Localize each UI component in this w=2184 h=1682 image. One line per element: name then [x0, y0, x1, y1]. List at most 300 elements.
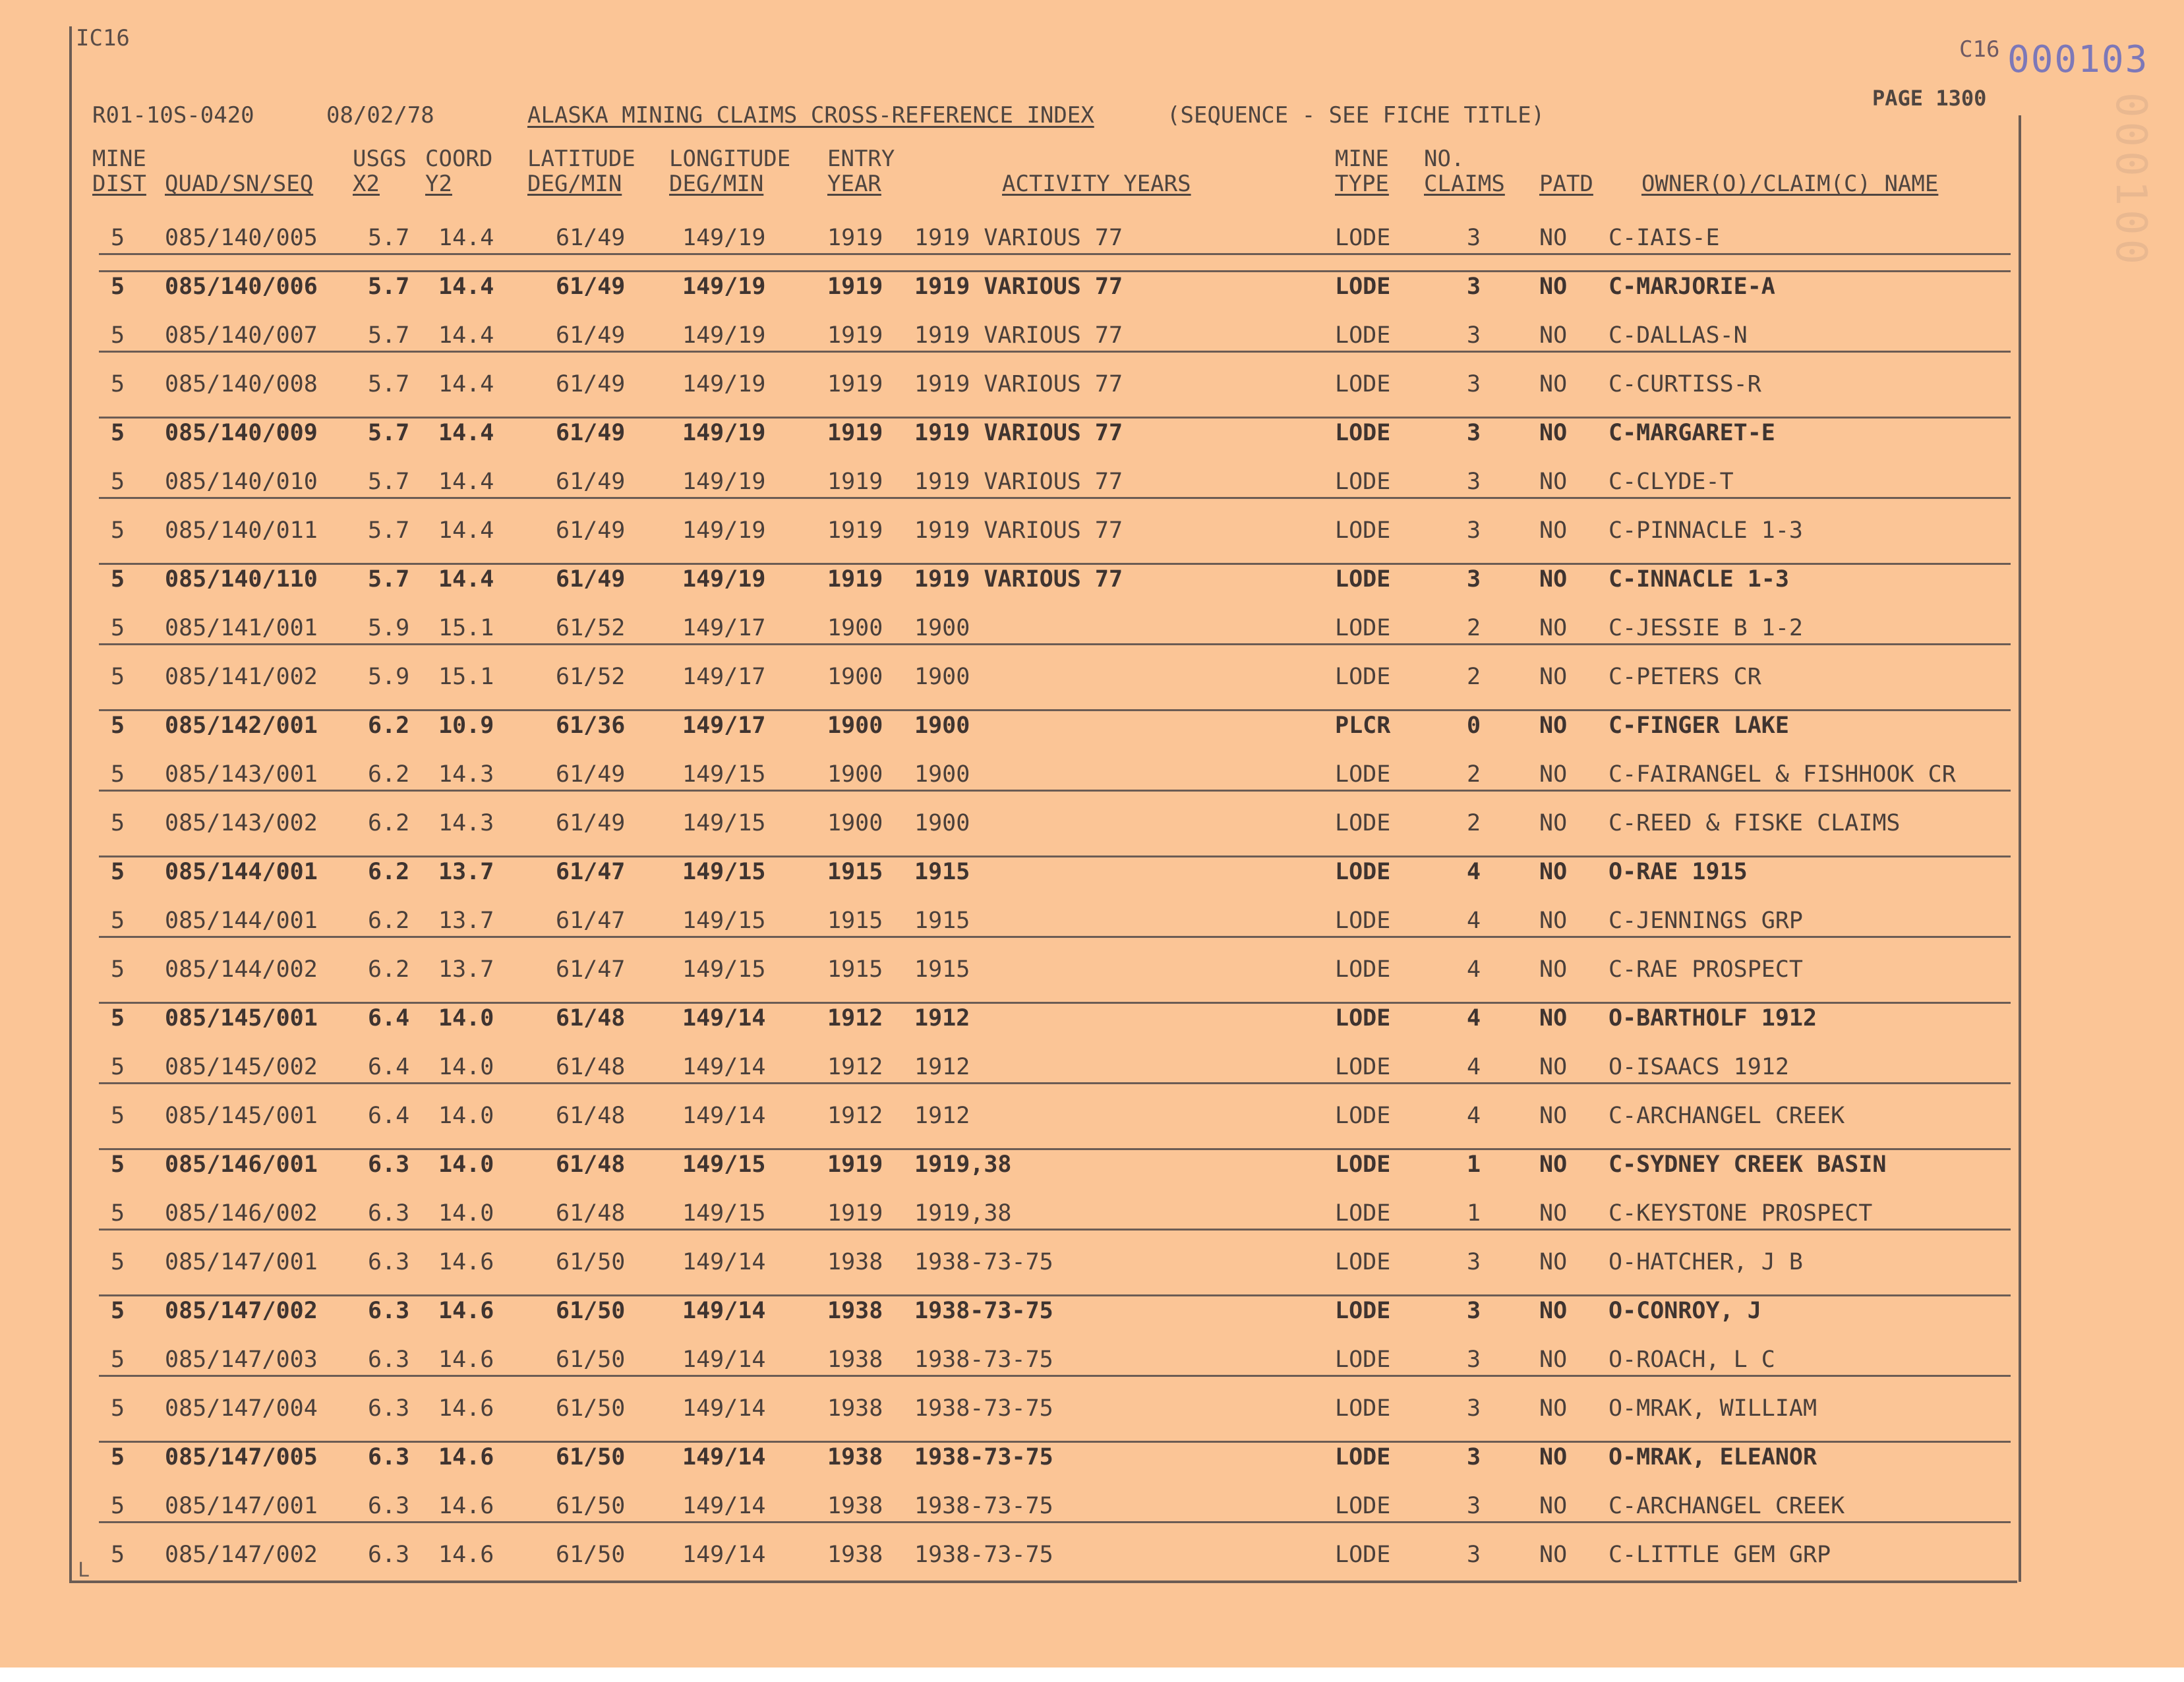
- sequence-note: (SEQUENCE - SEE FICHE TITLE): [1167, 102, 1545, 129]
- cell-claims: 3: [1467, 420, 1481, 446]
- cell-patd: NO: [1539, 1542, 1568, 1568]
- cell-type: LODE: [1335, 664, 1391, 690]
- cell-y2: 14.6: [438, 1347, 494, 1373]
- cell-patd: NO: [1539, 1249, 1568, 1275]
- table-row: [0, 370, 2184, 419]
- cell-activity: 1938-73-75: [914, 1395, 1053, 1422]
- cell-lon: 149/14: [682, 1298, 766, 1324]
- cell-x2: 6.3: [368, 1493, 410, 1519]
- table-row: [0, 1151, 2184, 1200]
- cell-patd: NO: [1539, 664, 1568, 690]
- cell-type: LODE: [1335, 1542, 1391, 1568]
- cell-x2: 6.3: [368, 1444, 410, 1470]
- cell-type: LODE: [1335, 322, 1391, 349]
- row-rule: [99, 709, 2011, 711]
- cell-lat: 61/50: [556, 1347, 626, 1373]
- cell-dist: 5: [111, 1395, 125, 1422]
- row-rule: [99, 936, 2011, 938]
- cell-entry: 1919: [827, 517, 883, 544]
- table-row: [0, 566, 2184, 614]
- cell-claims: 2: [1467, 615, 1481, 641]
- cell-y2: 14.0: [438, 1151, 494, 1178]
- cell-x2: 6.3: [368, 1298, 410, 1324]
- cell-owner: C-IAIS-E: [1608, 225, 1720, 251]
- cell-entry: 1938: [827, 1347, 883, 1373]
- cell-lat: 61/48: [556, 1151, 626, 1178]
- cell-y2: 14.0: [438, 1005, 494, 1031]
- cell-patd: NO: [1539, 469, 1568, 495]
- cell-y2: 14.4: [438, 566, 494, 593]
- cell-patd: NO: [1539, 1005, 1568, 1031]
- row-rule: [99, 1294, 2011, 1296]
- cell-claims: 4: [1467, 1103, 1481, 1129]
- cell-owner: C-SYDNEY CREEK BASIN: [1608, 1151, 1887, 1178]
- cell-entry: 1938: [827, 1249, 883, 1275]
- cell-owner: C-MARGARET-E: [1608, 420, 1775, 446]
- cell-y2: 14.0: [438, 1200, 494, 1227]
- cell-claims: 4: [1467, 859, 1481, 885]
- table-row: [0, 224, 2184, 273]
- cell-owner: C-MARJORIE-A: [1608, 274, 1775, 300]
- cell-lat: 61/47: [556, 956, 626, 983]
- cell-claims: 3: [1467, 1395, 1481, 1422]
- cell-x2: 6.3: [368, 1200, 410, 1227]
- cell-quad: 085/144/001: [165, 908, 318, 934]
- cell-activity: 1919 VARIOUS 77: [914, 371, 1123, 397]
- cell-lon: 149/14: [682, 1249, 766, 1275]
- cell-activity: 1919 VARIOUS 77: [914, 566, 1123, 593]
- cell-claims: 2: [1467, 664, 1481, 690]
- cell-patd: NO: [1539, 1103, 1568, 1129]
- cell-lon: 149/15: [682, 859, 766, 885]
- cell-lat: 61/52: [556, 615, 626, 641]
- cell-activity: 1900: [914, 664, 970, 690]
- corner-label-left: IC16: [76, 25, 130, 51]
- cell-entry: 1938: [827, 1493, 883, 1519]
- cell-activity: 1912: [914, 1054, 970, 1080]
- cell-y2: 14.0: [438, 1054, 494, 1080]
- cell-claims: 0: [1467, 712, 1481, 739]
- cell-x2: 6.4: [368, 1054, 410, 1080]
- cell-entry: 1919: [827, 322, 883, 349]
- cell-quad: 085/140/005: [165, 225, 318, 251]
- cell-patd: NO: [1539, 371, 1568, 397]
- cell-lat: 61/52: [556, 664, 626, 690]
- row-rule: [99, 1375, 2011, 1377]
- cell-dist: 5: [111, 566, 125, 593]
- cell-activity: 1919 VARIOUS 77: [914, 420, 1123, 446]
- cell-patd: NO: [1539, 420, 1568, 446]
- cell-claims: 3: [1467, 1542, 1481, 1568]
- cell-dist: 5: [111, 225, 125, 251]
- table-row: [0, 614, 2184, 663]
- cell-activity: 1919 VARIOUS 77: [914, 225, 1123, 251]
- cell-owner: O-MRAK, WILLIAM: [1608, 1395, 1817, 1422]
- cell-patd: NO: [1539, 615, 1568, 641]
- cell-entry: 1912: [827, 1005, 883, 1031]
- cell-dist: 5: [111, 761, 125, 788]
- cell-lon: 149/19: [682, 420, 766, 446]
- cell-type: LODE: [1335, 908, 1391, 934]
- cell-claims: 3: [1467, 1493, 1481, 1519]
- corner-label-right: C16: [1959, 36, 2000, 63]
- cell-dist: 5: [111, 712, 125, 739]
- cell-y2: 13.7: [438, 859, 494, 885]
- cell-type: LODE: [1335, 1054, 1391, 1080]
- cell-entry: 1912: [827, 1103, 883, 1129]
- cell-claims: 4: [1467, 1054, 1481, 1080]
- cell-entry: 1900: [827, 664, 883, 690]
- cell-x2: 6.4: [368, 1103, 410, 1129]
- cell-lat: 61/49: [556, 322, 626, 349]
- row-rule: [99, 253, 2011, 255]
- cell-patd: NO: [1539, 1298, 1568, 1324]
- cell-activity: 1900: [914, 761, 970, 788]
- cell-claims: 2: [1467, 810, 1481, 836]
- cell-dist: 5: [111, 615, 125, 641]
- table-row: [0, 1346, 2184, 1395]
- cell-activity: 1919 VARIOUS 77: [914, 469, 1123, 495]
- table-row: [0, 1541, 2184, 1590]
- cell-dist: 5: [111, 1298, 125, 1324]
- cell-quad: 085/145/001: [165, 1103, 318, 1129]
- cell-activity: 1912: [914, 1005, 970, 1031]
- cell-claims: 1: [1467, 1200, 1481, 1227]
- cell-owner: C-ARCHANGEL CREEK: [1608, 1493, 1845, 1519]
- cell-patd: NO: [1539, 1347, 1568, 1373]
- cell-lon: 149/19: [682, 469, 766, 495]
- table-row: [0, 1102, 2184, 1151]
- cell-patd: NO: [1539, 517, 1568, 544]
- cell-claims: 3: [1467, 566, 1481, 593]
- cell-lat: 61/48: [556, 1103, 626, 1129]
- cell-entry: 1919: [827, 1151, 883, 1178]
- cell-type: LODE: [1335, 1298, 1391, 1324]
- column-header-y2: COORD Y2: [425, 146, 493, 197]
- cell-owner: O-BARTHOLF 1912: [1608, 1005, 1817, 1031]
- cell-x2: 6.4: [368, 1005, 410, 1031]
- cell-dist: 5: [111, 1005, 125, 1031]
- cell-patd: NO: [1539, 1200, 1568, 1227]
- cell-lon: 149/14: [682, 1347, 766, 1373]
- cell-patd: NO: [1539, 908, 1568, 934]
- cell-x2: 5.7: [368, 469, 410, 495]
- cell-lon: 149/19: [682, 517, 766, 544]
- column-header-lat: LATITUDE DEG/MIN: [527, 146, 635, 197]
- page-number: PAGE 1300: [1872, 86, 1987, 111]
- corner-tick: L: [78, 1559, 90, 1582]
- cell-owner: O-ISAACS 1912: [1608, 1054, 1789, 1080]
- cell-claims: 3: [1467, 1249, 1481, 1275]
- cell-y2: 14.3: [438, 810, 494, 836]
- cell-x2: 6.2: [368, 810, 410, 836]
- cell-activity: 1938-73-75: [914, 1542, 1053, 1568]
- cell-owner: C-LITTLE GEM GRP: [1608, 1542, 1831, 1568]
- cell-activity: 1919 VARIOUS 77: [914, 322, 1123, 349]
- cell-quad: 085/140/010: [165, 469, 318, 495]
- cell-activity: 1912: [914, 1103, 970, 1129]
- cell-lat: 61/49: [556, 469, 626, 495]
- cell-lon: 149/17: [682, 664, 766, 690]
- cell-owner: C-PETERS CR: [1608, 664, 1761, 690]
- cell-y2: 14.6: [438, 1444, 494, 1470]
- table-row: [0, 1297, 2184, 1346]
- cell-type: LODE: [1335, 1493, 1391, 1519]
- cell-type: LODE: [1335, 566, 1391, 593]
- cell-lat: 61/49: [556, 517, 626, 544]
- cell-entry: 1900: [827, 810, 883, 836]
- cell-entry: 1938: [827, 1395, 883, 1422]
- cell-quad: 085/147/003: [165, 1347, 318, 1373]
- cell-lat: 61/49: [556, 761, 626, 788]
- cell-claims: 3: [1467, 469, 1481, 495]
- cell-claims: 3: [1467, 371, 1481, 397]
- row-rule: [99, 643, 2011, 645]
- cell-owner: C-FINGER LAKE: [1608, 712, 1789, 739]
- cell-entry: 1915: [827, 859, 883, 885]
- cell-lat: 61/48: [556, 1054, 626, 1080]
- cell-entry: 1938: [827, 1542, 883, 1568]
- cell-y2: 14.4: [438, 517, 494, 544]
- cell-entry: 1919: [827, 566, 883, 593]
- column-header-patd: PATD: [1539, 171, 1593, 197]
- cell-lon: 149/19: [682, 225, 766, 251]
- cell-lon: 149/19: [682, 322, 766, 349]
- cell-owner: C-DALLAS-N: [1608, 322, 1748, 349]
- cell-activity: 1919,38: [914, 1151, 1012, 1178]
- cell-quad: 085/147/002: [165, 1298, 318, 1324]
- row-rule: [99, 351, 2011, 353]
- cell-y2: 13.7: [438, 956, 494, 983]
- cell-type: LODE: [1335, 469, 1391, 495]
- cell-lon: 149/14: [682, 1444, 766, 1470]
- cell-y2: 14.4: [438, 371, 494, 397]
- cell-y2: 14.4: [438, 274, 494, 300]
- cell-activity: 1938-73-75: [914, 1249, 1053, 1275]
- cell-lat: 61/36: [556, 712, 626, 739]
- table-row: [0, 468, 2184, 517]
- cell-dist: 5: [111, 1151, 125, 1178]
- column-header-claims: NO. CLAIMS: [1424, 146, 1505, 197]
- cell-type: LODE: [1335, 1347, 1391, 1373]
- cell-y2: 14.4: [438, 322, 494, 349]
- cell-entry: 1912: [827, 1054, 883, 1080]
- cell-lon: 149/15: [682, 956, 766, 983]
- cell-patd: NO: [1539, 1395, 1568, 1422]
- cell-lat: 61/49: [556, 566, 626, 593]
- cell-x2: 6.3: [368, 1395, 410, 1422]
- cell-quad: 085/143/002: [165, 810, 318, 836]
- cell-entry: 1938: [827, 1444, 883, 1470]
- cell-lon: 149/14: [682, 1542, 766, 1568]
- row-rule: [99, 563, 2011, 565]
- row-rule: [99, 1082, 2011, 1084]
- table-row: [0, 322, 2184, 370]
- cell-lon: 149/15: [682, 761, 766, 788]
- cell-quad: 085/147/001: [165, 1249, 318, 1275]
- cell-y2: 13.7: [438, 908, 494, 934]
- cell-x2: 6.2: [368, 712, 410, 739]
- cell-x2: 6.3: [368, 1542, 410, 1568]
- cell-lat: 61/50: [556, 1249, 626, 1275]
- cell-type: LODE: [1335, 1249, 1391, 1275]
- cell-owner: C-CLYDE-T: [1608, 469, 1734, 495]
- table-row: [0, 663, 2184, 712]
- cell-entry: 1915: [827, 956, 883, 983]
- cell-patd: NO: [1539, 566, 1568, 593]
- cell-claims: 3: [1467, 517, 1481, 544]
- cell-activity: 1900: [914, 712, 970, 739]
- cell-quad: 085/146/002: [165, 1200, 318, 1227]
- table-row: [0, 1443, 2184, 1492]
- cell-x2: 5.7: [368, 322, 410, 349]
- cell-x2: 5.7: [368, 371, 410, 397]
- cell-entry: 1938: [827, 1298, 883, 1324]
- table-row: [0, 712, 2184, 761]
- cell-lon: 149/17: [682, 712, 766, 739]
- cell-y2: 14.0: [438, 1103, 494, 1129]
- cell-claims: 1: [1467, 1151, 1481, 1178]
- cell-type: LODE: [1335, 371, 1391, 397]
- cell-x2: 6.3: [368, 1347, 410, 1373]
- cell-activity: 1938-73-75: [914, 1444, 1053, 1470]
- cell-quad: 085/141/002: [165, 664, 318, 690]
- cell-patd: NO: [1539, 1493, 1568, 1519]
- cell-type: LODE: [1335, 420, 1391, 446]
- cell-patd: NO: [1539, 859, 1568, 885]
- row-rule: [99, 1229, 2011, 1231]
- cell-quad: 085/147/004: [165, 1395, 318, 1422]
- cell-claims: 2: [1467, 761, 1481, 788]
- column-header-entry: ENTRY YEAR: [827, 146, 895, 197]
- cell-quad: 085/141/001: [165, 615, 318, 641]
- cell-x2: 6.2: [368, 859, 410, 885]
- cell-quad: 085/145/002: [165, 1054, 318, 1080]
- cell-x2: 6.2: [368, 956, 410, 983]
- cell-type: LODE: [1335, 225, 1391, 251]
- cell-x2: 5.7: [368, 420, 410, 446]
- cell-owner: O-CONROY, J: [1608, 1298, 1761, 1324]
- cell-y2: 15.1: [438, 615, 494, 641]
- cell-activity: 1938-73-75: [914, 1298, 1053, 1324]
- cell-owner: C-JESSIE B 1-2: [1608, 615, 1804, 641]
- cell-lon: 149/15: [682, 810, 766, 836]
- cell-entry: 1919: [827, 420, 883, 446]
- cell-lat: 61/47: [556, 859, 626, 885]
- cell-quad: 085/145/001: [165, 1005, 318, 1031]
- cell-owner: C-CURTISS-R: [1608, 371, 1761, 397]
- cell-type: LODE: [1335, 1444, 1391, 1470]
- cell-owner: O-MRAK, ELEANOR: [1608, 1444, 1817, 1470]
- cell-dist: 5: [111, 1347, 125, 1373]
- cell-quad: 085/140/009: [165, 420, 318, 446]
- cell-quad: 085/143/001: [165, 761, 318, 788]
- cell-type: LODE: [1335, 1151, 1391, 1178]
- table-row: [0, 761, 2184, 809]
- cell-lon: 149/14: [682, 1493, 766, 1519]
- cell-quad: 085/140/011: [165, 517, 318, 544]
- cell-entry: 1919: [827, 274, 883, 300]
- cell-quad: 085/147/005: [165, 1444, 318, 1470]
- cell-entry: 1919: [827, 225, 883, 251]
- cell-dist: 5: [111, 420, 125, 446]
- cell-x2: 5.9: [368, 664, 410, 690]
- table-row: [0, 809, 2184, 858]
- row-rule: [99, 1148, 2011, 1150]
- cell-quad: 085/140/008: [165, 371, 318, 397]
- report-date: 08/02/78: [326, 102, 434, 129]
- cell-y2: 14.4: [438, 420, 494, 446]
- cell-dist: 5: [111, 371, 125, 397]
- cell-patd: NO: [1539, 322, 1568, 349]
- cell-owner: C-REED & FISKE CLAIMS: [1608, 810, 1901, 836]
- cell-claims: 3: [1467, 1347, 1481, 1373]
- cell-x2: 6.2: [368, 908, 410, 934]
- column-header-mine-type: MINE TYPE: [1335, 146, 1389, 197]
- cell-dist: 5: [111, 1103, 125, 1129]
- fiche-number-ghost: 000100: [2106, 92, 2155, 269]
- cell-dist: 5: [111, 1249, 125, 1275]
- cell-type: PLCR: [1335, 712, 1391, 739]
- cell-entry: 1900: [827, 761, 883, 788]
- cell-lon: 149/19: [682, 371, 766, 397]
- cell-y2: 14.6: [438, 1542, 494, 1568]
- table-row: [0, 1395, 2184, 1443]
- table-row: [0, 273, 2184, 322]
- cell-lon: 149/14: [682, 1103, 766, 1129]
- fiche-number: 000103: [2007, 38, 2149, 81]
- cell-dist: 5: [111, 908, 125, 934]
- cell-type: LODE: [1335, 615, 1391, 641]
- cell-patd: NO: [1539, 225, 1568, 251]
- cell-type: LODE: [1335, 956, 1391, 983]
- cell-lat: 61/50: [556, 1444, 626, 1470]
- table-row: [0, 1200, 2184, 1248]
- cell-patd: NO: [1539, 1054, 1568, 1080]
- cell-claims: 4: [1467, 1005, 1481, 1031]
- cell-lon: 149/17: [682, 615, 766, 641]
- cell-dist: 5: [111, 1493, 125, 1519]
- cell-x2: 5.7: [368, 225, 410, 251]
- cell-x2: 6.3: [368, 1151, 410, 1178]
- cell-type: LODE: [1335, 810, 1391, 836]
- cell-x2: 5.7: [368, 566, 410, 593]
- cell-x2: 6.3: [368, 1249, 410, 1275]
- cell-lon: 149/15: [682, 1200, 766, 1227]
- cell-activity: 1915: [914, 859, 970, 885]
- cell-y2: 10.9: [438, 712, 494, 739]
- row-rule: [99, 790, 2011, 792]
- cell-lon: 149/15: [682, 1151, 766, 1178]
- table-row: [0, 1004, 2184, 1053]
- cell-quad: 085/142/001: [165, 712, 318, 739]
- table-row: [0, 1053, 2184, 1102]
- cell-owner: C-RAE PROSPECT: [1608, 956, 1804, 983]
- cell-entry: 1919: [827, 1200, 883, 1227]
- cell-activity: 1900: [914, 810, 970, 836]
- cell-quad: 085/147/002: [165, 1542, 318, 1568]
- cell-y2: 14.6: [438, 1395, 494, 1422]
- cell-y2: 15.1: [438, 664, 494, 690]
- row-rule: [99, 1521, 2011, 1523]
- cell-x2: 5.9: [368, 615, 410, 641]
- cell-activity: 1919 VARIOUS 77: [914, 274, 1123, 300]
- cell-activity: 1938-73-75: [914, 1347, 1053, 1373]
- cell-owner: C-INNACLE 1-3: [1608, 566, 1789, 593]
- cell-dist: 5: [111, 810, 125, 836]
- cell-lat: 61/49: [556, 420, 626, 446]
- cell-quad: 085/144/002: [165, 956, 318, 983]
